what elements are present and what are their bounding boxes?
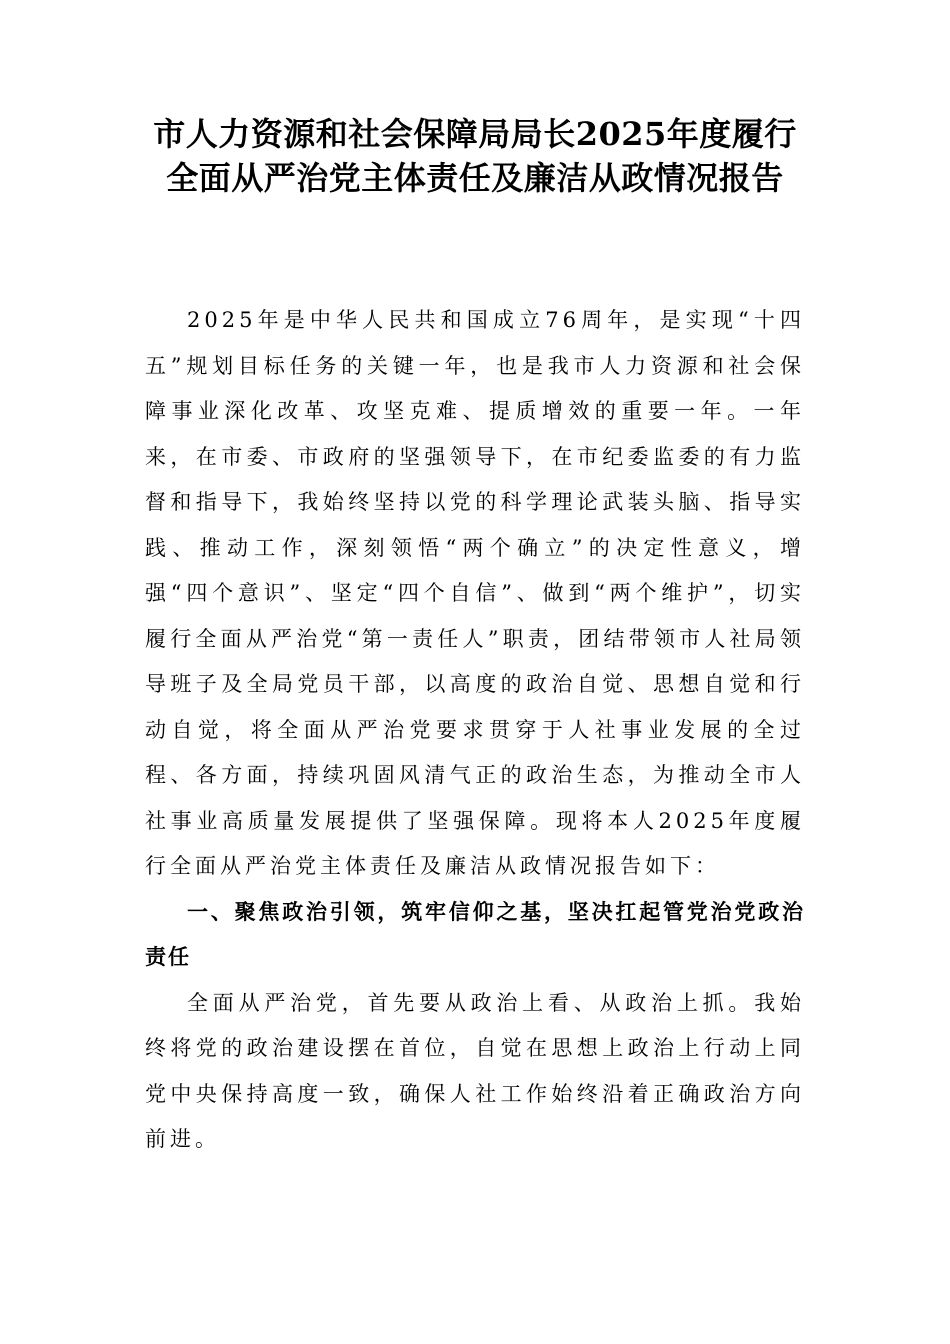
intro-paragraph: 2025年是中华人民共和国成立76周年，是实现“十四五”规划目标任务的关键一年，也是我市人力资源和社会保障事业深化改革、攻坚克难、提质增效的重要一年。一年来，在市委、市政府的坚强领导下，在市纪委监委的有力监督和指导下，我始终坚持以党的科学理论武装头脑、指导实践、推动工作，深刻领悟“两个确立”的决定性意义，增强“四个意识”、坚定“四个自信”、做到“两个维护”，切实履行全面从严治党“第一责任人”职责，团结带领市人社局领导班子及全局党员干部，以高度的政治自觉、思想自觉和行动自觉，将全面从严治党要求贯穿于人社事业发展的全过程、各方面，持续巩固风清气正的政治生态，为推动全市人社事业高质量发展提供了坚强保障。现将本人2025年度履行全面从严治党主体责任及廉洁从政情况报告如下： [145, 308, 805, 878]
document-body [145, 298, 805, 1163]
section-paragraph: 全面从严治党，首先要从政治上看、从政治上抓。我始终将党的政治建设摆在首位，自觉在思想上政治上行动上同党中央保持高度一致，确保人社工作始终沿着正确政治方向前进。 [145, 990, 805, 1151]
document-title: 市人力资源和社会保障局局长2025年度履行全面从严治党主体责任及廉洁从政情况报告 [153, 115, 797, 197]
section-heading: 一、聚焦政治引领，筑牢信仰之基，坚决扛起管党治党政治责任 [145, 899, 805, 969]
